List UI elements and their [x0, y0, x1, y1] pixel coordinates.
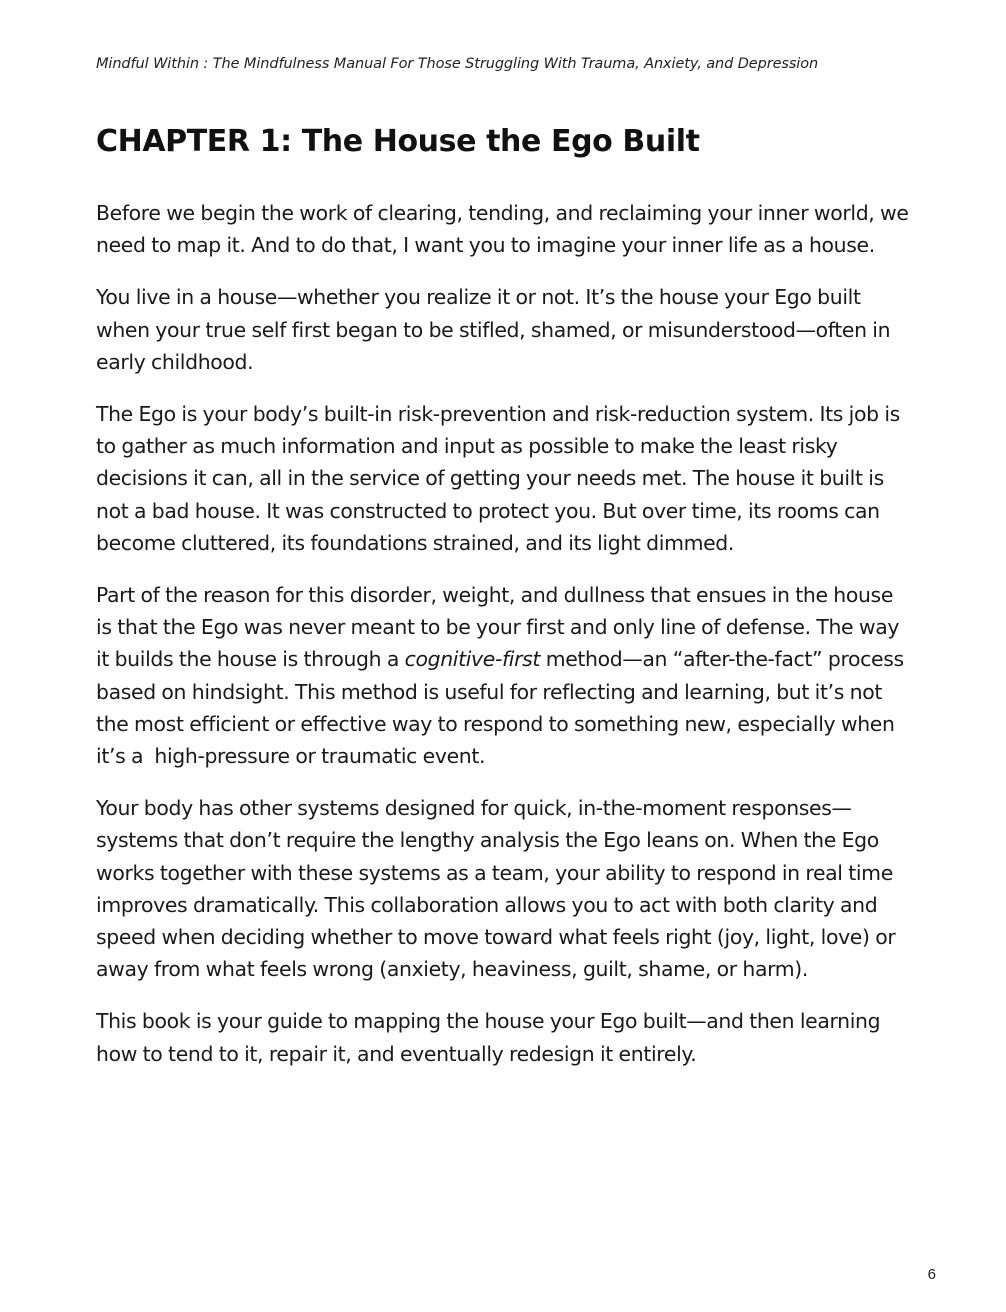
- paragraph: Your body has other systems designed for quick, in-the-moment responses—systems that don’t require the lengthy analysis the Ego leans on. When the Ego works together with these systems as a team, your ability to respond in real time improves dramatically. This collaboration allows you to act with both clarity and speed when deciding whether to move toward what feels right (joy, light, love) or away from what feels wrong (anxiety, heaviness, guilt, shame, or harm).: [96, 796, 896, 982]
- paragraph: The Ego is your body’s built-in risk-prevention and risk-reduction system. Its job is to gather as much information and input as possible to make the least risky decisions it can, all in the service of getting your needs met. The house it built is not a bad house. It was constructed to protect you. But over time, its rooms can become cluttered, its foundations strained, and its light dimmed.: [96, 402, 900, 555]
- chapter-title: CHAPTER 1: The House the Ego Built: [96, 124, 700, 159]
- paragraph: [96, 579, 911, 772]
- paragraph-text: method—an “after-the-fact” process based on hindsight. This method is useful for reflecting and learning, but it’s not the most efficient or effective way to respond to something new, especially when it’s a high-pressure or traumatic event.: [96, 647, 910, 769]
- paragraph-text: Part of the reason for this disorder, weight, and dullness that ensues in the house is that the Ego was never meant to be your first and only line of defense. The way it builds the house is through a: [96, 583, 900, 672]
- chapter-body: [96, 197, 911, 1090]
- paragraph: This book is your guide to mapping the house your Ego built—and then learning how to tend to it, repair it, and eventually redesign it entirely.: [96, 1009, 881, 1066]
- emphasized-term: cognitive-first: [404, 647, 541, 672]
- paragraph: Before we begin the work of clearing, tending, and reclaiming your inner world, we need to map it. And to do that, I want you to imagine your inner life as a house.: [96, 201, 909, 258]
- paragraph: You live in a house—whether you realize it or not. It’s the house your Ego built when your true self first began to be stifled, shamed, or misunderstood—often in early childhood.: [96, 285, 891, 374]
- running-header: Mindful Within : The Mindfulness Manual For Those Struggling With Trauma, Anxiety, and Depression: [96, 56, 819, 72]
- page-number: 6: [927, 1266, 936, 1283]
